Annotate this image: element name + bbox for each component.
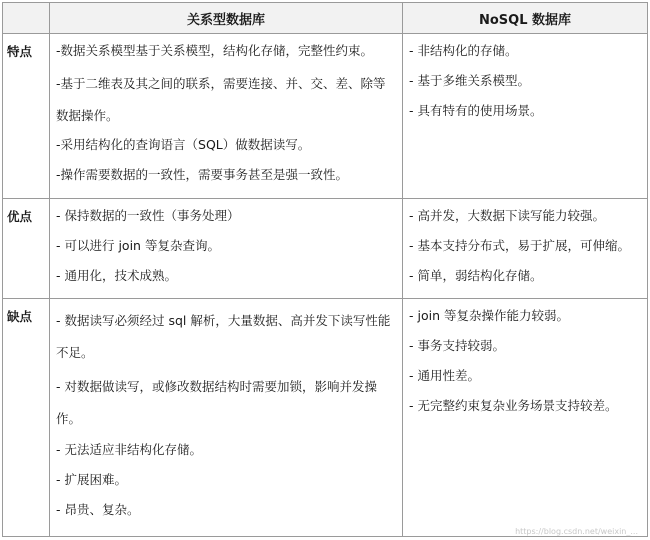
relational-advantages-cell (50, 199, 403, 299)
nosql-features-cell (403, 34, 648, 199)
row-label-disadvantages: 缺点 (3, 299, 50, 537)
list-item: - 通用性差。 (409, 368, 480, 383)
list-item: - 非结构化的存储。 (409, 43, 518, 58)
row-disadvantages (3, 299, 648, 537)
list-item: - 数据读写必须经过 sql 解析，大量数据、高并发下读写性能不足。 (56, 313, 391, 360)
row-label-advantages: 优点 (3, 199, 50, 299)
list-item: - 通用化，技术成熟。 (56, 268, 177, 283)
list-item: - 高并发，大数据下读写能力较强。 (409, 208, 605, 223)
watermark: https://blog.csdn.net/weixin_... (515, 527, 638, 536)
header-corner (3, 3, 50, 34)
list-item: - 简单，弱结构化存储。 (409, 268, 543, 283)
nosql-disadvantages-cell (403, 299, 648, 537)
row-label-features: 特点 (3, 34, 50, 199)
relational-features-cell (50, 34, 403, 199)
list-item: - 对数据做读写，或修改数据结构时需要加锁，影响并发操作。 (56, 379, 377, 426)
header-row (3, 3, 648, 34)
list-item: - 事务支持较弱。 (409, 338, 505, 353)
list-item: - 保持数据的一致性（事务处理） (56, 208, 240, 223)
relational-disadvantages-cell (50, 299, 403, 537)
list-item: - 基本支持分布式，易于扩展，可伸缩。 (409, 238, 630, 253)
list-item: -采用结构化的查询语言（SQL）做数据读写。 (56, 137, 311, 152)
row-advantages (3, 199, 648, 299)
list-item: -操作需要数据的一致性，需要事务甚至是强一致性。 (56, 167, 349, 182)
nosql-advantages-cell (403, 199, 648, 299)
list-item: - 无法适应非结构化存储。 (56, 442, 202, 457)
list-item: - 基于多维关系模型。 (409, 73, 530, 88)
comparison-table (2, 2, 648, 537)
list-item: - 具有特有的使用场景。 (409, 103, 543, 118)
header-nosql: NoSQL 数据库 (403, 3, 648, 34)
list-item: - 无完整约束复杂业务场景支持较差。 (409, 398, 618, 413)
row-features (3, 34, 648, 199)
list-item: -数据关系模型基于关系模型，结构化存储，完整性约束。 (56, 43, 374, 58)
list-item: - 昂贵、复杂。 (56, 502, 140, 517)
list-item: - join 等复杂操作能力较弱。 (409, 308, 569, 323)
list-item: - 扩展困难。 (56, 472, 127, 487)
list-item: -基于二维表及其之间的联系，需要连接、并、交、差、除等数据操作。 (56, 76, 386, 123)
list-item: - 可以进行 join 等复杂查询。 (56, 238, 220, 253)
header-relational: 关系型数据库 (50, 3, 403, 34)
